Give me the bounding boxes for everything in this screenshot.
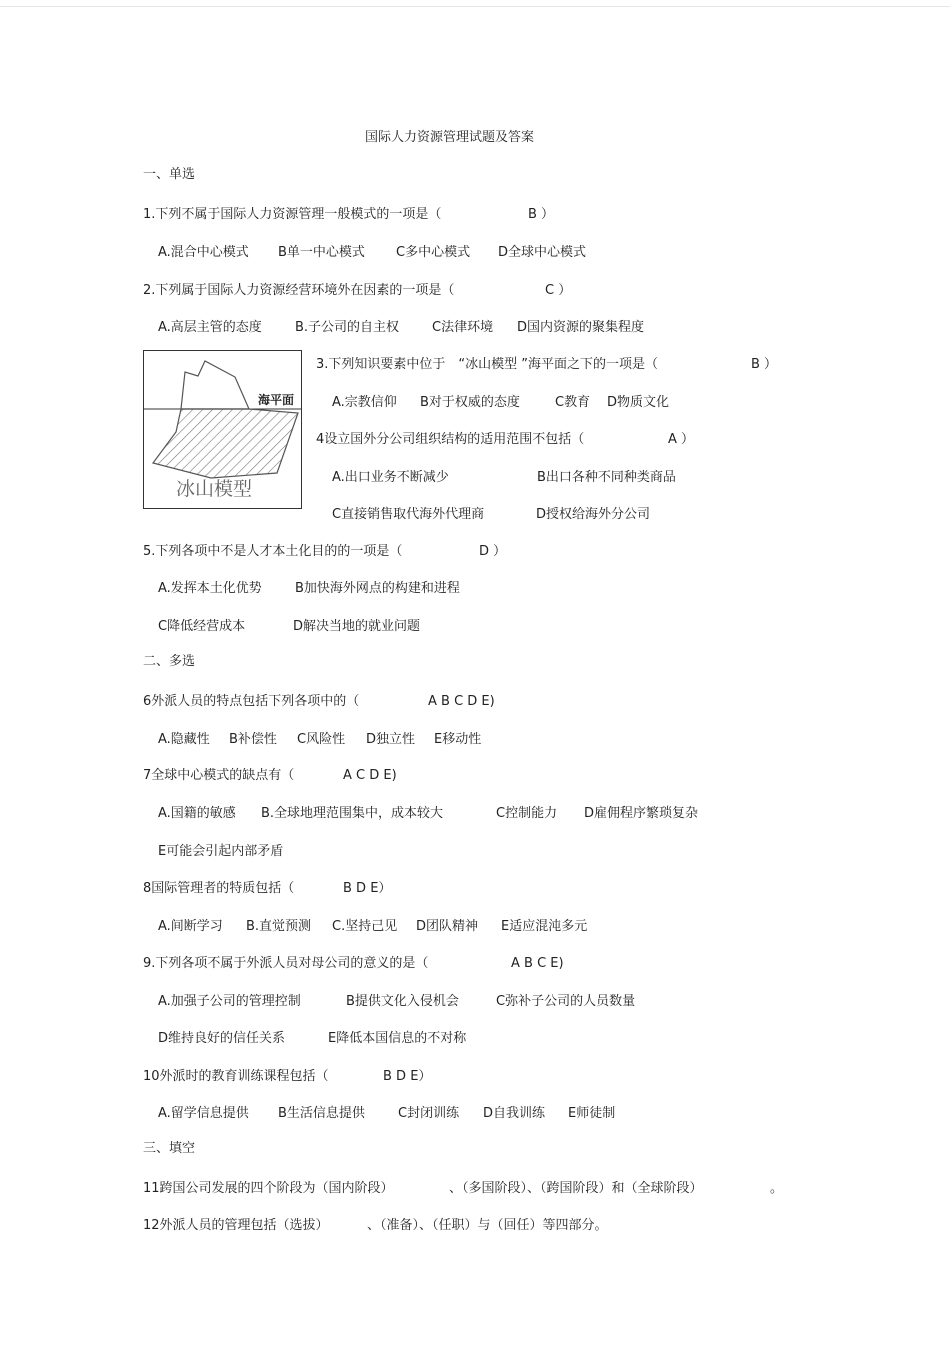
question-2-option-d: D国内资源的聚集程度 [517,320,645,335]
question-5-option-b: B加快海外网点的构建和进程 [295,581,460,596]
question-9-option-e: E降低本国信息的不对称 [328,1031,467,1046]
page-top-border [0,6,950,7]
section-heading-single-choice: 一、单选 [143,167,196,182]
question-7-option-d: D雇佣程序繁琐复杂 [584,806,699,821]
question-12-part-2: 、（准备）、（任职）与（回任）等四部分。 [367,1218,608,1233]
iceberg-caption: 冰山模型 [176,478,253,500]
question-10-option-a: A.留学信息提供 [158,1106,249,1121]
question-1-option-c: C多中心模式 [396,245,471,260]
question-7-option-a: A.国籍的敏感 [158,806,236,821]
question-3-stem: 3.下列知识要素中位于 “冰山模型 ”海平面之下的一项是（ [316,357,659,372]
question-10-option-d: D自我训练 [483,1106,546,1121]
question-4-stem: 4设立国外分公司组织结构的适用范围不包括（ [316,432,585,447]
question-7-option-b: B.全球地理范围集中，成本较大 [261,806,444,821]
question-7-stem: 7全球中心模式的缺点有（ [143,768,295,783]
section-heading-multiple-choice: 二、多选 [143,654,196,669]
question-8-option-d: D团队精神 [416,919,479,934]
question-5-option-d: D解决当地的就业问题 [293,619,421,634]
question-2-option-a: A.高层主管的态度 [158,320,262,335]
question-10-answer: B D E） [383,1069,432,1084]
question-11-part-3: 。 [770,1181,784,1196]
question-3-option-d: D物质文化 [607,395,670,410]
question-4-answer: A ） [668,432,695,447]
question-4-option-d: D授权给海外分公司 [536,507,651,522]
question-6-stem: 6外派人员的特点包括下列各项中的（ [143,694,360,709]
question-7-answer: A C D E) [343,768,397,783]
question-10-option-c: C封闭训练 [398,1106,460,1121]
document-title: 国际人力资源管理试题及答案 [365,130,535,145]
question-6-option-b: B补偿性 [229,732,277,747]
question-11-part-2: 、（多国阶段）、（跨国阶段）和（全球阶段） [449,1181,703,1196]
question-8-option-a: A.间断学习 [158,919,223,934]
question-3-option-c: C教育 [555,395,591,410]
sea-level-label: 海平面 [258,393,295,407]
question-6-option-a: A.隐藏性 [158,732,210,747]
question-5-answer: D ） [479,544,507,559]
question-5-stem: 5.下列各项中不是人才本土化目的的一项是（ [143,544,403,559]
question-11-part-1: 11跨国公司发展的四个阶段为（国内阶段） [143,1181,394,1196]
question-8-option-c: C.坚持己见 [332,919,398,934]
question-12-part-1: 12外派人员的管理包括（选拔） [143,1218,329,1233]
question-10-option-e: E师徒制 [568,1106,616,1121]
question-2-answer: C ） [545,283,572,298]
question-6-option-e: E移动性 [434,732,482,747]
question-3-option-b: B对于权威的态度 [420,395,520,410]
question-3-option-a: A.宗教信仰 [332,395,397,410]
question-8-answer: B D E） [343,881,392,896]
question-9-answer: A B C E) [511,956,564,971]
question-6-option-c: C风险性 [297,732,346,747]
question-9-option-d: D维持良好的信任关系 [158,1031,286,1046]
question-4-option-b: B出口各种不同种类商品 [537,470,676,485]
question-2-option-c: C法律环境 [432,320,494,335]
question-2-stem: 2.下列属于国际人力资源经营环境外在因素的一项是（ [143,283,455,298]
question-9-option-c: C弥补子公司的人员数量 [496,994,636,1009]
question-1-option-b: B单一中心模式 [278,245,365,260]
question-8-option-e: E适应混沌多元 [501,919,588,934]
question-6-option-d: D独立性 [366,732,416,747]
question-10-stem: 10外派时的教育训练课程包括（ [143,1069,329,1084]
question-5-option-a: A.发挥本土化优势 [158,581,262,596]
question-6-answer: A B C D E) [428,694,495,709]
question-9-stem: 9.下列各项不属于外派人员对母公司的意义的是（ [143,956,429,971]
question-8-option-b: B.直觉预测 [246,919,312,934]
section-heading-fill-in: 三、填空 [143,1141,196,1156]
question-8-stem: 8国际管理者的特质包括（ [143,881,295,896]
question-9-option-a: A.加强子公司的管理控制 [158,994,301,1009]
question-4-option-a: A.出口业务不断减少 [332,470,449,485]
question-7-option-c: C控制能力 [496,806,558,821]
question-1-stem: 1.下列不属于国际人力资源管理一般模式的一项是（ [143,207,442,222]
question-1-option-a: A.混合中心模式 [158,245,249,260]
question-9-option-b: B提供文化入侵机会 [346,994,459,1009]
iceberg-model-diagram [143,350,302,509]
question-5-option-c: C降低经营成本 [158,619,246,634]
question-7-option-e: E可能会引起内部矛盾 [158,844,284,859]
question-4-option-c: C直接销售取代海外代理商 [332,507,485,522]
question-10-option-b: B生活信息提供 [278,1106,365,1121]
question-1-option-d: D全球中心模式 [498,245,587,260]
question-3-answer: B ） [751,357,778,372]
question-2-option-b: B.子公司的自主权 [295,320,400,335]
question-1-answer: B ） [528,207,555,222]
